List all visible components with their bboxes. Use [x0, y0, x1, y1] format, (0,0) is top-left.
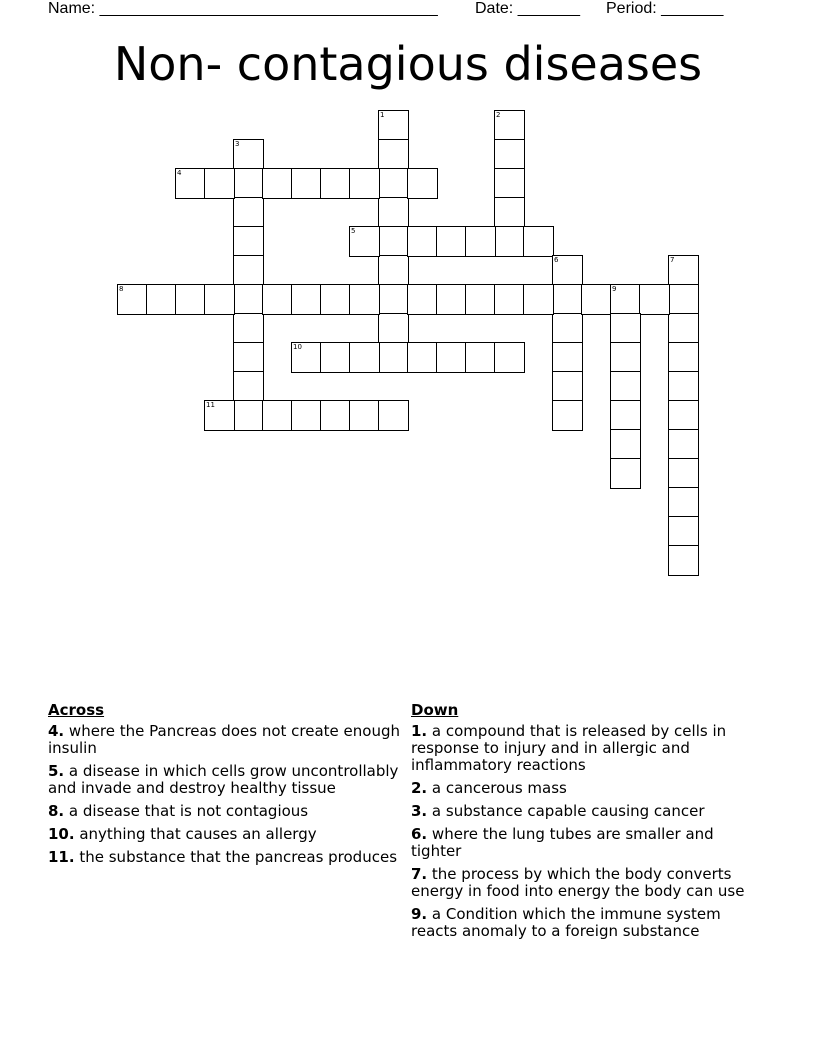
grid-cell[interactable] — [262, 400, 293, 431]
clue-text: a cancerous mass — [431, 779, 567, 797]
grid-cell[interactable] — [523, 284, 554, 315]
clue-number: 4. — [48, 722, 65, 740]
grid-cell[interactable] — [233, 342, 264, 373]
down-clues — [411, 702, 763, 946]
grid-cell[interactable] — [494, 284, 525, 315]
grid-cell[interactable] — [668, 313, 699, 344]
grid-cell[interactable] — [320, 168, 351, 199]
grid-cell[interactable] — [552, 342, 583, 373]
clue-number: 7. — [411, 865, 428, 883]
grid-cell[interactable] — [407, 168, 438, 199]
grid-cell[interactable] — [291, 400, 322, 431]
clue-number: 6. — [411, 825, 428, 843]
clue-number: 9. — [411, 905, 428, 923]
clue-down-9 — [411, 906, 763, 940]
grid-cell[interactable] — [378, 284, 409, 315]
grid-cell[interactable] — [668, 458, 699, 489]
grid-cell[interactable] — [378, 255, 409, 286]
grid-cell[interactable] — [349, 284, 380, 315]
page-title: Non- contagious diseases — [113, 37, 703, 91]
grid-cell[interactable] — [668, 516, 699, 547]
clue-number: 1. — [411, 722, 428, 740]
grid-cell[interactable] — [262, 284, 293, 315]
clue-number-label: 1 — [380, 111, 385, 119]
grid-cell[interactable] — [291, 342, 322, 373]
grid-cell[interactable] — [552, 255, 583, 286]
clue-text: where the lung tubes are smaller and tighter — [411, 825, 714, 860]
clue-across-8 — [48, 803, 400, 820]
clue-number: 5. — [48, 762, 65, 780]
grid-cell[interactable] — [320, 342, 351, 373]
clue-text: the substance that the pancreas produces — [79, 848, 398, 866]
name-field[interactable]: Name: ______________________________________ — [48, 0, 438, 17]
grid-cell[interactable] — [291, 284, 322, 315]
grid-cell[interactable] — [552, 371, 583, 402]
grid-cell[interactable] — [494, 342, 525, 373]
grid-cell[interactable] — [436, 342, 467, 373]
clue-across-5 — [48, 763, 400, 797]
grid-cell[interactable] — [233, 313, 264, 344]
clue-down-6 — [411, 826, 763, 860]
grid-cell[interactable] — [668, 342, 699, 373]
grid-cell[interactable] — [668, 400, 699, 431]
grid-cell[interactable] — [639, 284, 670, 315]
grid-cell[interactable] — [204, 400, 235, 431]
grid-cell[interactable] — [204, 168, 235, 199]
grid-cell[interactable] — [117, 284, 148, 315]
clue-number-label: 6 — [554, 256, 559, 264]
grid-cell[interactable] — [436, 226, 467, 257]
clue-number: 8. — [48, 802, 65, 820]
date-field[interactable]: Date: _______ — [475, 0, 580, 17]
grid-cell[interactable] — [233, 284, 264, 315]
grid-cell[interactable] — [146, 284, 177, 315]
grid-cell[interactable] — [465, 284, 496, 315]
grid-cell[interactable] — [610, 429, 641, 460]
grid-cell[interactable] — [233, 371, 264, 402]
grid-cell[interactable] — [581, 284, 612, 315]
grid-cell[interactable] — [494, 197, 525, 228]
clue-number: 3. — [411, 802, 428, 820]
clue-text: a substance capable causing cancer — [431, 802, 705, 820]
grid-cell[interactable] — [523, 226, 554, 257]
clue-down-2 — [411, 780, 763, 797]
clue-text: a disease that is not contagious — [68, 802, 309, 820]
clue-number-label: 9 — [612, 285, 617, 293]
clue-number-label: 5 — [351, 227, 356, 235]
clue-number-label: 8 — [119, 285, 124, 293]
grid-cell[interactable] — [378, 400, 409, 431]
grid-cell[interactable] — [320, 284, 351, 315]
grid-cell[interactable] — [320, 400, 351, 431]
grid-cell[interactable] — [233, 400, 264, 431]
clue-text: anything that causes an allergy — [79, 825, 317, 843]
grid-cell[interactable] — [233, 197, 264, 228]
grid-cell[interactable] — [552, 284, 583, 315]
clue-number-label: 3 — [235, 140, 240, 148]
grid-cell[interactable] — [494, 139, 525, 170]
clue-number-label: 7 — [670, 256, 675, 264]
grid-cell[interactable] — [349, 342, 380, 373]
grid-cell[interactable] — [668, 487, 699, 518]
grid-cell[interactable] — [378, 313, 409, 344]
grid-cell[interactable] — [204, 284, 235, 315]
clue-number-label: 10 — [293, 343, 302, 351]
grid-cell[interactable] — [552, 313, 583, 344]
grid-cell[interactable] — [378, 168, 409, 199]
grid-cell[interactable] — [233, 139, 264, 170]
grid-cell[interactable] — [349, 400, 380, 431]
grid-cell[interactable] — [668, 371, 699, 402]
grid-cell[interactable] — [291, 168, 322, 199]
grid-cell[interactable] — [668, 255, 699, 286]
across-clues — [48, 702, 400, 872]
down-heading: Down — [411, 701, 459, 719]
grid-cell[interactable] — [349, 226, 380, 257]
clue-down-7 — [411, 866, 763, 900]
grid-cell[interactable] — [378, 139, 409, 170]
clue-number: 11. — [48, 848, 75, 866]
grid-cell[interactable] — [407, 342, 438, 373]
grid-cell[interactable] — [407, 226, 438, 257]
grid-cell[interactable] — [610, 458, 641, 489]
grid-cell[interactable] — [494, 226, 525, 257]
grid-cell[interactable] — [465, 342, 496, 373]
grid-cell[interactable] — [494, 110, 525, 141]
grid-cell[interactable] — [175, 168, 206, 199]
across-heading: Across — [48, 701, 105, 719]
clue-number: 10. — [48, 825, 75, 843]
clue-across-10 — [48, 826, 400, 843]
grid-cell[interactable] — [349, 168, 380, 199]
clue-text: a disease in which cells grow uncontrollably and invade and destroy healthy tissue — [48, 762, 399, 797]
grid-cell[interactable] — [436, 284, 467, 315]
grid-cell[interactable] — [378, 197, 409, 228]
clue-text: a compound that is released by cells in response to injury and in allergic and inflammatory reactions — [411, 722, 727, 774]
clue-text: a Condition which the immune system reacts anomaly to a foreign substance — [411, 905, 721, 940]
clue-across-4 — [48, 723, 400, 757]
grid-cell[interactable] — [262, 168, 293, 199]
clue-number-label: 2 — [496, 111, 501, 119]
clue-text: the process by which the body converts energy in food into energy the body can use — [411, 865, 745, 900]
grid-cell[interactable] — [552, 400, 583, 431]
clue-number-label: 11 — [206, 401, 215, 409]
grid-cell[interactable] — [233, 255, 264, 286]
grid-cell[interactable] — [610, 313, 641, 344]
period-field[interactable]: Period: _______ — [606, 0, 724, 17]
clue-across-11 — [48, 849, 400, 866]
clue-down-3 — [411, 803, 763, 820]
grid-cell[interactable] — [668, 429, 699, 460]
clue-number: 2. — [411, 779, 428, 797]
grid-cell[interactable] — [233, 226, 264, 257]
clue-number-label: 4 — [177, 169, 182, 177]
grid-cell[interactable] — [668, 545, 699, 576]
grid-cell[interactable] — [494, 168, 525, 199]
clue-text: where the Pancreas does not create enough insulin — [48, 722, 400, 757]
grid-cell[interactable] — [610, 284, 641, 315]
grid-cell[interactable] — [668, 284, 699, 315]
grid-cell[interactable] — [610, 371, 641, 402]
grid-cell[interactable] — [378, 110, 409, 141]
grid-cell[interactable] — [175, 284, 206, 315]
grid-cell[interactable] — [378, 226, 409, 257]
grid-cell[interactable] — [407, 284, 438, 315]
grid-cell[interactable] — [233, 168, 264, 199]
grid-cell[interactable] — [610, 342, 641, 373]
clue-down-1 — [411, 723, 763, 774]
grid-cell[interactable] — [465, 226, 496, 257]
grid-cell[interactable] — [378, 342, 409, 373]
grid-cell[interactable] — [610, 400, 641, 431]
